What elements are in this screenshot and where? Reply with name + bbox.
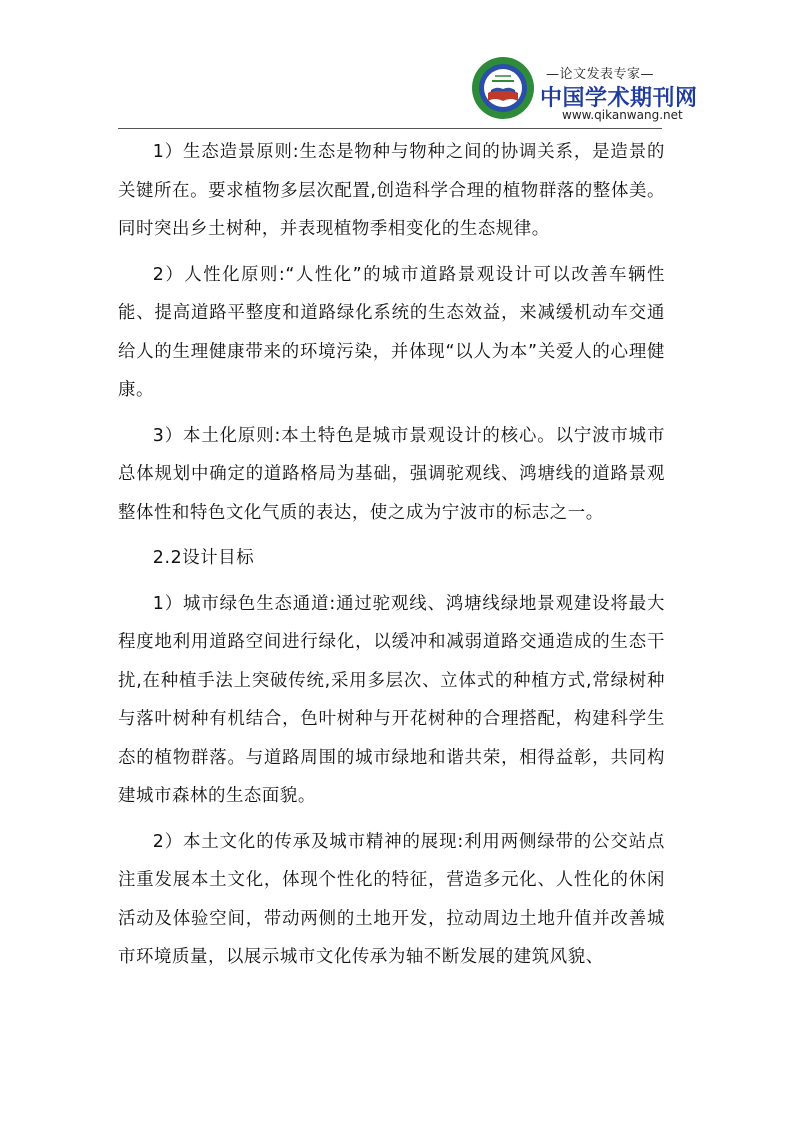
brand-name: 中国学术期刊网	[540, 86, 698, 111]
journal-logo	[470, 55, 698, 127]
header-divider	[118, 128, 662, 129]
section-heading-design-goals: 2.2设计目标	[152, 548, 255, 568]
paragraph-green-corridor: 1）城市绿色生态通道:通过驼观线、鸿塘线绿地景观建设将最大程度地利用道路空间进行绿化，以缓冲和减弱道路交通造成的生态干扰,在种植手法上突破传统,采用多层次、立体式的种植方式,常绿树种与落叶树种有机结合，色叶树种与开花树种的合理搭配，构建科学生态的植物群落。与道路周围的城市绿地和谐共荣，相得益彰，共同构建城市森林的生态面貌。	[118, 593, 665, 806]
brand-tagline: —论文发表专家—	[546, 67, 655, 82]
paragraph-localization-principle: 3）本土化原则:本土特色是城市景观设计的核心。以宁波市城市总体规划中确定的道路格局为基础，强调驼观线、鸿塘线的道路景观整体性和特色文化气质的表达，使之成为宁波市的标志之一。	[118, 425, 665, 523]
paragraph-local-culture: 2）本土文化的传承及城市精神的展现:利用两侧绿带的公交站点注重发展本土文化，体现个性化的特征，营造多元化、人性化的休闲活动及体验空间，带动两侧的土地开发，拉动周边土地升值并改善城市环境质量，以展示城市文化传承为轴不断发展的建筑风貌、	[118, 831, 665, 967]
seal-icon	[470, 55, 536, 121]
document-body	[118, 133, 665, 977]
paragraph-ecology-principle: 1）生态造景原则:生态是物种与物种之间的协调关系，是造景的关键所在。要求植物多层次配置,创造科学合理的植物群落的整体美。同时突出乡土树种，并表现植物季相变化的生态规律。	[118, 142, 665, 239]
page-header	[0, 0, 794, 130]
brand-url: www.qikanwang.net	[562, 108, 683, 122]
paragraph-humanization-principle: 2）人性化原则:“人性化”的城市道路景观设计可以改善车辆性能、提高道路平整度和道路绿化系统的生态效益，来减缓机动车交通给人的生理健康带来的环境污染，并体现“以人为本”关爱人的心理健康。	[118, 264, 665, 400]
